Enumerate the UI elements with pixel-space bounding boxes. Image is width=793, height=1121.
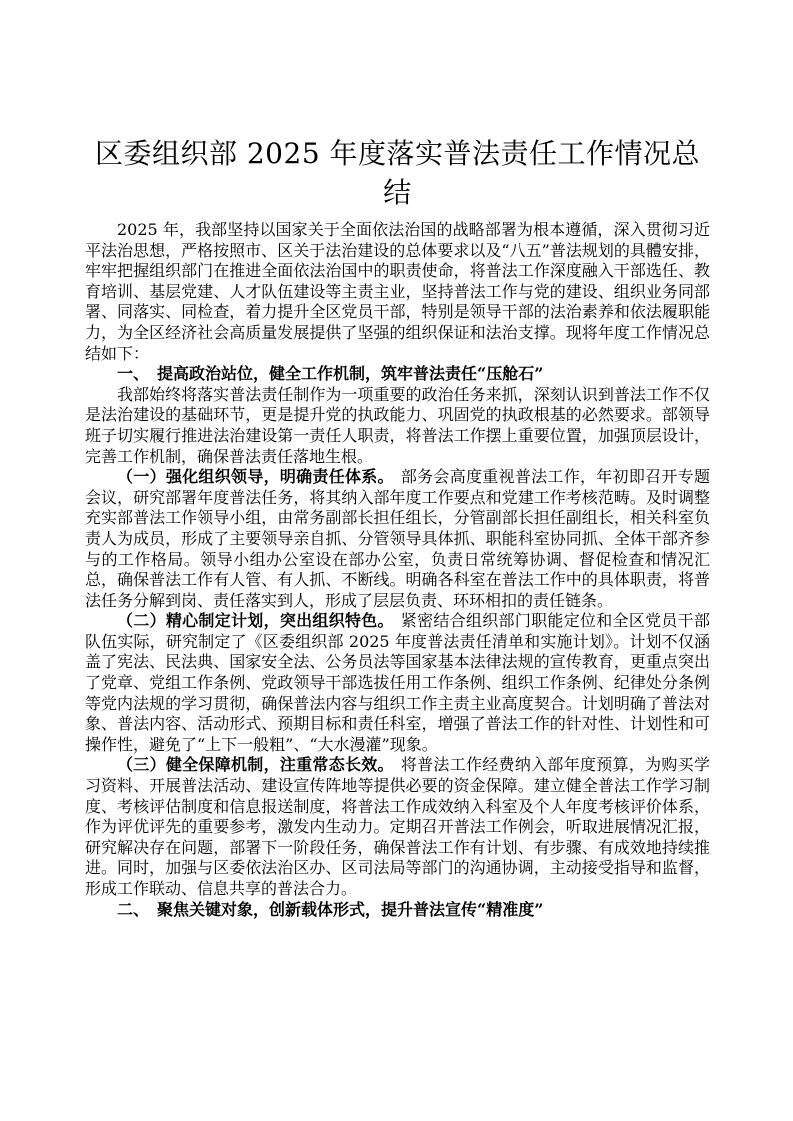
section-1-item-2-paragraph	[85, 611, 710, 755]
section-1-item-3-paragraph	[85, 755, 710, 899]
section-1-item-1-paragraph	[85, 467, 710, 611]
intro-paragraph: 2025 年，我部坚持以国家关于全面依法治国的战略部署为根本遵循，深入贯彻习近平法治思想，严格按照市、区关于法治建设的总体要求以及“八五”普法规划的具體安排，牢牢把握组织部门在推进全面依法治国中的职责使命，将普法工作深度融入干部选任、教育培训、基层党建、人才队伍建设等主责主业，坚持普法工作与党的建设、组织业务同部署、同落实、同检查，着力提升全区党员干部，特别是领导干部的法治素养和依法履职能力，为全区经济社会高质量发展提供了坚强的组织保证和法治支撑。现将年度工作情况总结如下：	[85, 220, 710, 363]
section-1-item-1-label: （一）强化组织领导，明确责任体系。	[117, 467, 394, 487]
section-1-item-2-text: 紧密结合组织部门职能定位和全区党员干部队伍实际，研究制定了《区委组织部 2025 年度普法责任清单和实施计划》。计划不仅涵盖了宪法、民法典、国家安全法、公务员法等国家基本法律法规的宣传教育，更重点突出了党章、党组工作条例、党政领导干部选拔任用工作条例、组织工作条例、纪律处分条例等党内法规的学习贯彻，确保普法内容与组织工作主责主业高度契合。计划明确了普法对象、普法内容、活动形式、预期目标和责任科室，增强了普法工作的针对性、计划性和可操作性，避免了“上下一般粗”、“大水漫灌”现象。	[85, 611, 710, 754]
section-1-item-3-text: 将普法工作经费纳入部年度预算，为购买学习资料、开展普法活动、建设宣传阵地等提供必要的资金保障。建立健全普法工作学习制度、考核评估制度和信息报送制度，将普法工作成效纳入科室及个人年度考核评价体系，作为评优评先的重要参考，激发内生动力。定期召开普法工作例会，听取进展情况汇报，研究解决存在问题，部署下一阶段任务，确保普法工作有计划、有步骤、有成效地持续推进。同时，加强与区委依法治区办、区司法局等部门的沟通协调，主动接受指导和监督，形成工作联动、信息共享的普法合力。	[85, 755, 710, 898]
section-1-item-1-text: 部务会高度重视普法工作，年初即召开专题会议，研究部署年度普法任务，将其纳入部年度工作要点和党建工作考核范畴。及时调整充实部普法工作领导小组，由常务副部长担任组长，分管副部长担任副组长，相关科室负责人为成员，形成了主要领导亲自抓、分管领导具体抓、职能科室协同抓、全体干部齐参与的工作格局。领导小组办公室设在部办公室，负责日常统筹协调、督促检查和情况汇总，确保普法工作有人管、有人抓、不断线。明确各科室在普法工作中的具体职责，将普法任务分解到岗、责任落实到人，形成了层层负责、环环相扣的责任链条。	[85, 467, 710, 610]
section-1-heading: 一、 提高政治站位，健全工作机制，筑牢普法责任“压舱石”	[117, 364, 544, 384]
document-title: 区委组织部 2025 年度落实普法责任工作情况总结	[94, 137, 701, 209]
section-1-lead-paragraph: 我部始终将落实普法责任制作为一项重要的政治任务来抓，深刻认识到普法工作不仅是法治建设的基础环节，更是提升党的执政能力、巩固党的执政根基的必然要求。部领导班子切实履行推进法治建设第一责任人职责，将普法工作摆上重要位置，加强顶层设计，完善工作机制，确保普法责任落地生根。	[85, 384, 710, 466]
section-2-heading: 二、 聚焦关键对象，创新载体形式，提升普法宣传“精准度”	[117, 899, 544, 919]
section-1-item-2-label: （二）精心制定计划，突出组织特色。	[117, 611, 394, 631]
section-1-item-3-label: （三）健全保障机制，注重常态长效。	[117, 755, 394, 775]
